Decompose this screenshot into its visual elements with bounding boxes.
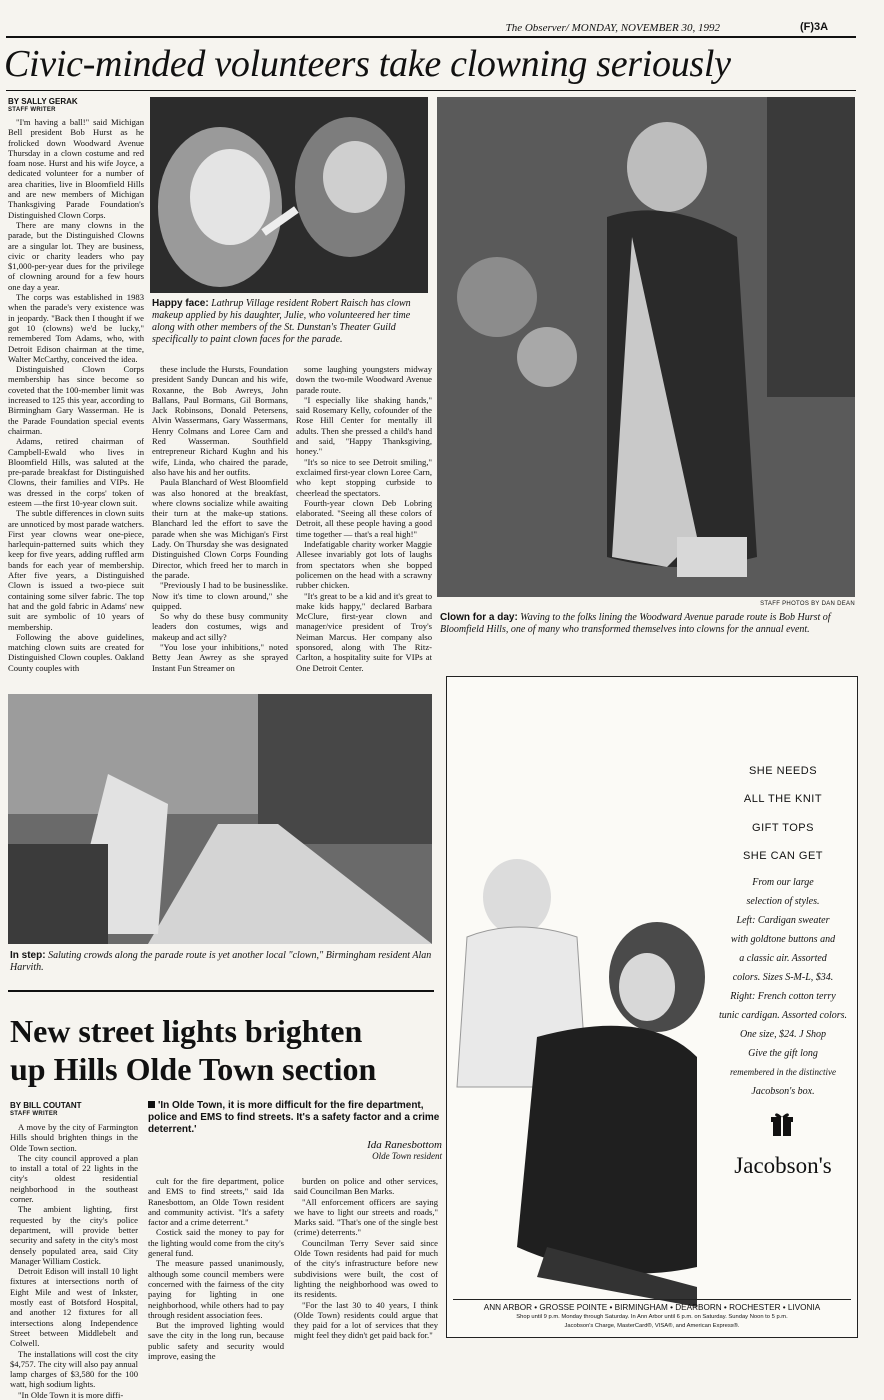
ad-copy-line: a classic air. Assorted <box>739 953 827 964</box>
paragraph: Indefatigable charity worker Maggie Allesee invariably got lots of laughs from spectators when she bopped policemen on the head with a scrawny rubber chicken. <box>296 539 432 591</box>
article-headline: Civic-minded volunteers take clowning seriously <box>4 43 731 85</box>
paragraph: The ambient lighting, first requested by the city's police department, will provide better security and safety in the city's most densely populated area, said City Manager William Costick. <box>10 1204 138 1266</box>
gift-box-icon <box>770 1111 794 1137</box>
paragraph: The subtle differences in clown suits are unnoticed by most parade watchers. First year clowns wear one-piece, harlequin-patterned suits which they keep for five years, adding ruffled arm bands for each year of membership. After five years, a Distinguished Clown is issued a two-piece suit containing some silver fabric. The top hat and the gold fabric in Adams' new suit are symbolic of 10 years of membership. <box>8 508 145 632</box>
paragraph: cult for the fire department, police and EMS to find streets," said Ida Ranesbottom, an Olde Town resident and community activist. "It's a safety factor and a crime deterrent." <box>148 1176 284 1228</box>
caption-lead: In step: <box>10 950 46 961</box>
paragraph: "I'm having a ball!" said Michigan Bell president Bob Hurst as he frolicked down Woodward Avenue Thursday in a clown costume and red foam nose. Hurst and his wife Joyce, a dedicated volunteer for a number of area charities, live in Bloomfield Hills and are new members of Michigan Thanksgiving Parade Foundation's Distinguished Clown Corps. <box>8 117 144 220</box>
paragraph: The city council approved a plan to install a total of 22 lights in the city's oldest residential neighborhood in the southeast corner. <box>10 1152 138 1205</box>
photo-happy-face-art <box>150 97 428 293</box>
ad-copy-line: Give the gift long <box>748 1048 818 1059</box>
article-column-1 <box>8 117 144 687</box>
paragraph: these include the Hursts, Foundation president Sandy Duncan and his wife, Roxanne, the Bob Awreys, John Ballans, Paul Bormans, Gil Bormans, Jack Robinsons, Donald Petersens, Alvin Wassermans, Gary Wassermans, Henry Colmans and Loree Carn and Red Wasserman. Southfield entrepreneur Richard Kughn and his wife, Linda, who chaired the parade, also have his and her outfits. <box>152 364 288 477</box>
headline-rule <box>6 90 856 91</box>
paragraph: The corps was established in 1983 when the parade's very existence was in jeopardy. "Back then I thought if we got 10 (clowns) we'd be lucky," remembered Tom Adams, who, with Detroit Edison chairman at the time, Walter McCarthy, conceived the idea. <box>8 292 144 364</box>
paragraph: Following the above guidelines, matching clown suits are created for Distinguished Clown couples. Oakland County couples with <box>8 631 144 673</box>
ad-copy-line: colors. Sizes S-M-L, $34. <box>732 972 834 983</box>
paragraph: "It's great to be a kid and it's great to make kids happy," declared Barbara McClure, first-year clown and manager/vice president of Troy's Neiman Marcus. Her company also sponsored, along with The Ritz-Carlton, a hospitality suite for VIPs at One Detroit Center. <box>296 590 432 673</box>
ad-copy-line: remembered in the distinctive <box>729 1067 837 1077</box>
paragraph: "In Olde Town it is more diffi- <box>18 1389 124 1400</box>
ad-copy-line: Right: French cotton terry <box>730 991 836 1002</box>
paragraph: Detroit Edison will install 10 light fixtures at intersections north of Eight Mile and west of Inkster, mostly east of Botsford Hospital, and another 12 fixtures for all intersections along Independence Street between Middlebelt and Colwell. <box>10 1266 138 1349</box>
paragraph: Councilman Terry Sever said since Olde Town residents had paid for much of the city's infrastructure before new subdivisions were built, the cost of lighting the neighborhood was owed to its residents. <box>294 1237 438 1300</box>
caption-text: Waving to the folks lining the Woodward Avenue parade route is Bob Hurst of Bloomfield Hills, one of many who transformed themselves into clowns for the annual event. <box>440 612 831 635</box>
byline-role: STAFF WRITER <box>8 107 56 113</box>
page-code: (F)3A <box>800 21 829 33</box>
photo-clown-art <box>437 97 855 597</box>
byline-name: BY BILL COUTANT <box>10 1101 82 1110</box>
paragraph: So why do these busy community leaders don costumes, wigs and makeup and act silly? <box>152 611 288 642</box>
caption-happy-face <box>152 298 428 346</box>
ad-headline-1: SHE NEEDS <box>748 765 818 777</box>
caption-in-step <box>10 950 434 974</box>
paragraph: The measure passed unanimously, although some council members were concerned with the fairness of the city paying for lighting in one neighborhood, while others had to pay through resident association fees. <box>148 1258 284 1320</box>
ad-copy-line: selection of styles. <box>746 896 820 907</box>
ad-copy <box>709 873 857 1101</box>
paragraph: "I especially like shaking hands," said Rosemary Kelly, cofounder of the Rose Hill Center for mentally ill adults. Then she pressed a child's hand and said, "Happy Thanksgiving, honey." <box>296 394 432 457</box>
ad-copy-line: with goldtone buttons and <box>730 934 836 945</box>
photo-happy-face <box>150 97 428 293</box>
caption-lead: Clown for a day: <box>440 612 518 623</box>
masthead-rule <box>6 36 856 38</box>
ad-headline-2: ALL THE KNIT <box>743 793 823 805</box>
ad-copy-line: From our large <box>752 877 814 888</box>
gift-box-icon-svg <box>770 1111 794 1137</box>
photo-clown-for-a-day <box>437 97 855 597</box>
caption-text: Saluting crowds along the parade route is yet another local "clown," Birmingham resident Alan Harvith. <box>10 950 432 973</box>
paragraph: The installations will cost the city $4,757. The city will also pay annual lamp charges of $3,580 for the 100 watt, high sodium lights. <box>10 1348 138 1390</box>
ad-photo-art <box>447 847 707 1307</box>
ad-hours: Shop until 9 p.m. Monday through Saturday. In Ann Arbor until 6 p.m. on Saturday. Sunday Noon to 5 p.m. <box>516 1314 788 1320</box>
ad-copy-line: Left: Cardigan sweater <box>736 915 830 926</box>
paragraph: some laughing youngsters midway down the two-mile Woodward Avenue parade route. <box>296 364 432 395</box>
paragraph: "It's so nice to see Detroit smiling," exclaimed first-year clown Loree Carn, who kept stopping curbside to cheerlead the spectators. <box>296 456 432 498</box>
pull-quote-marker <box>148 1101 155 1108</box>
ad-copy-line: Jacobson's box. <box>751 1086 815 1097</box>
article-2-column-1 <box>10 1122 138 1400</box>
pull-quote-body: 'In Olde Town, it is more difficult for the fire department, police and EMS to find streets. It's a safety factor and a crime deterrent.' <box>148 1100 440 1135</box>
paragraph: burden on police and other services, said Councilman Ben Marks. <box>294 1176 438 1197</box>
article-column-2 <box>152 364 288 689</box>
ad-locations: ANN ARBOR • GROSSE POINTE • BIRMINGHAM • DEARBORN • ROCHESTER • LIVONIA <box>453 1299 851 1312</box>
ad-headline-4: SHE CAN GET <box>742 850 824 862</box>
advertisement <box>446 676 858 1338</box>
brand-logo: Jacobson's <box>734 1153 832 1178</box>
photo-in-step-art <box>8 694 432 944</box>
paragraph: A move by the city of Farmington Hills should brighten things in the Olde Town section. <box>10 1122 138 1153</box>
paragraph: Adams, retired chairman of Campbell-Ewald who lives in Bloomfield Hills, was saluted at the pre-parade breakfast for Distinguished Clowns, their families and VIPs. He was dressed in the corps' token of esteem —the first 10-year clown suit. <box>8 436 144 508</box>
byline <box>10 1101 150 1119</box>
paragraph: Costick said the money to pay for the lighting would come from the city's general fund. <box>148 1227 284 1259</box>
pull-quote-role: Olde Town resident <box>372 1151 442 1161</box>
article-2-column-3 <box>294 1176 438 1376</box>
paragraph: Distinguished Clown Corps membership has since become so coveted that the 100-member limit was increased to 125 this year, according to Birmingham Gary Wasserman. He is the Parade Foundation special events chairman. <box>8 364 144 436</box>
caption-clown-for-a-day <box>440 612 858 636</box>
paragraph: "Previously I had to be businesslike. Now it's time to clown around," she quipped. <box>152 580 288 611</box>
paragraph: Fourth-year clown Deb Lobring elaborated. "Seeing all these colors of Detroit, all these people having a good time together — that's a real high!" <box>296 497 432 539</box>
headline-line: New street lights brighten <box>10 1013 363 1049</box>
byline <box>8 97 148 115</box>
ad-copy-line: One size, $24. J Shop <box>739 1029 827 1040</box>
photo-in-step <box>8 694 432 944</box>
ad-copy-line: tunic cardigan. Assorted colors. <box>718 1010 848 1021</box>
paragraph: "All enforcement officers are saying we have to light our streets and roads," Marks said. "That's one of the single best (crime) deterrents." <box>294 1196 438 1238</box>
pull-quote-text <box>148 1100 442 1136</box>
article-2-column-2 <box>148 1176 284 1376</box>
photo-credit: STAFF PHOTOS BY DAN DEAN <box>760 601 855 607</box>
paragraph: But the improved lighting would save the city in the long run, because public safety and security would improve, easing the <box>148 1320 284 1362</box>
ad-headline-3: GIFT TOPS <box>752 822 814 834</box>
headline-line: up Hills Olde Town section <box>10 1051 377 1087</box>
paragraph: "You lose your inhibitions," noted Betty Jean Awrey as she sprayed Instant Fun Streamer on <box>152 642 288 673</box>
paragraph: "For the last 30 to 40 years, I think (Olde Town) residents could argue that they paid for a lot of services that they might feel they didn't get paid back for." <box>294 1299 438 1341</box>
section-rule <box>8 990 434 992</box>
masthead: The Observer/ MONDAY, NOVEMBER 30, 1992 <box>505 22 720 34</box>
pull-quote-name: Ida Ranesbottom <box>367 1139 442 1151</box>
pull-quote <box>148 1100 442 1161</box>
article-column-3 <box>296 364 432 689</box>
caption-text: Lathrup Village resident Robert Raisch has clown makeup applied by his daughter, Julie, who volunteered her time along with other members of the St. Dunstan's Theater Guild specifically to paint clown faces for the parade. <box>152 298 411 345</box>
paragraph: There are many clowns in the parade, but the Distinguished Clowns are a singular lot. They are business, civic or charity leaders who pay $1,000-per-year dues for the privilege of clowning around for a few hours one day a year. <box>8 219 144 292</box>
caption-lead: Happy face: <box>152 298 209 309</box>
byline-role: STAFF WRITER <box>10 1111 58 1117</box>
paragraph: Paula Blanchard of West Bloomfield was also honored at the breakfast, where clowns socialize while awaiting their turn at the make-up stations. Blanchard led the effort to save the parade when she was Michigan's First Lady. On Thursday she was designated Distinguished Clown Corps Founding Director, which freed her to march in the parade. <box>152 477 288 580</box>
byline-name: BY SALLY GERAK <box>8 97 78 106</box>
article-2-headline <box>10 1012 440 1088</box>
ad-payment: Jacobson's Charge, MasterCard®, VISA®, and American Express®. <box>564 1323 740 1329</box>
